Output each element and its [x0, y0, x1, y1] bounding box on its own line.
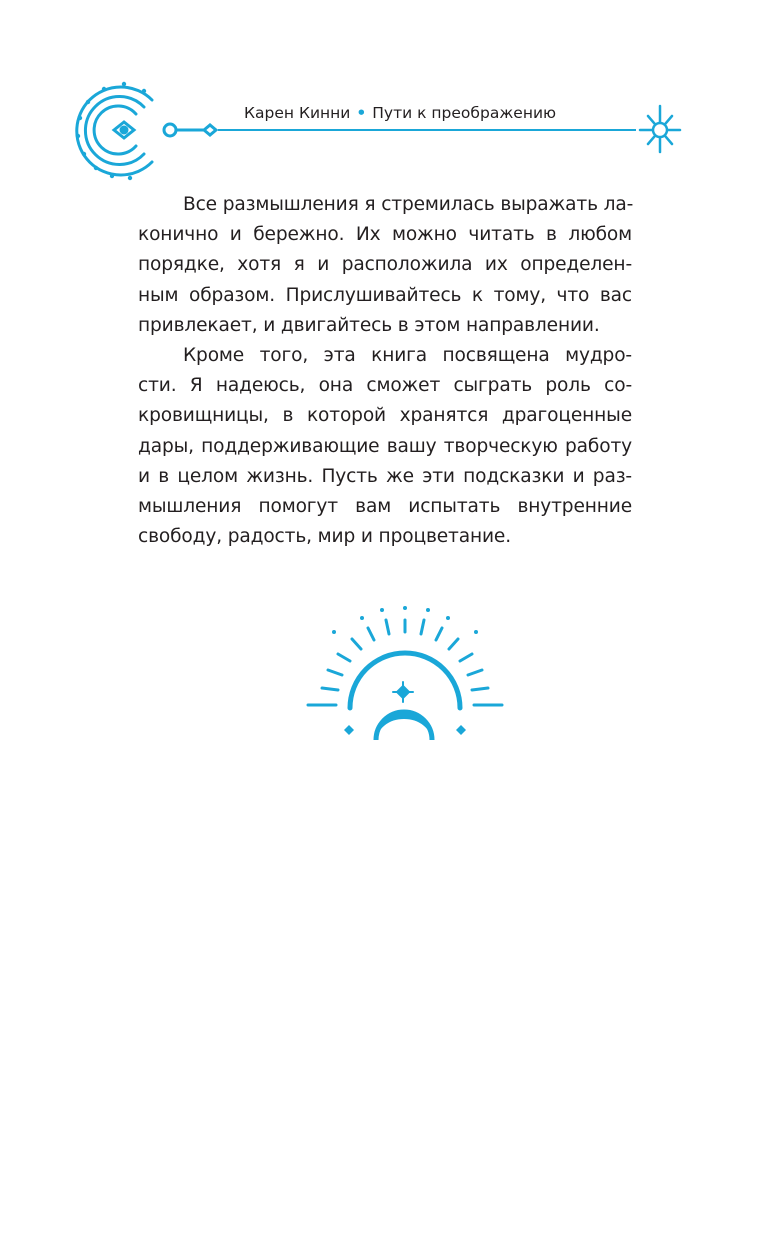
text-line: Кроме того, эта книга посвящена мудро- — [183, 344, 632, 366]
text-line: Все размышления я стремилась выражать ла- — [183, 194, 634, 215]
text-line: свободу, радость, мир и процветание. — [138, 526, 511, 548]
text-line: мышления помогут вам испытать внутренние — [138, 495, 632, 517]
body-text — [138, 190, 632, 552]
running-head-title: Пути к преображению — [372, 104, 557, 122]
text-line: ным образом. Прислушивайтесь к тому, что вас — [138, 284, 632, 306]
running-head-separator: • — [356, 104, 367, 122]
paragraph-1 — [138, 190, 632, 341]
text-line: сти. Я надеюсь, она сможет сыграть роль со- — [138, 375, 632, 397]
text-line: порядке, хотя я и расположила их определен- — [138, 254, 632, 276]
text-line: кровищницы, в которой хранятся драгоценные — [138, 405, 632, 427]
header-ornament — [0, 0, 768, 200]
text-line: и в целом жизнь. Пусть же эти подсказки и раз- — [138, 465, 632, 487]
text-line: дары, поддерживающие вашу творческую работу — [138, 435, 632, 457]
sparkle-star-icon — [640, 106, 680, 152]
text-line: конично и бережно. Их можно читать в любом — [138, 224, 632, 246]
running-head-author: Карен Кинни — [244, 104, 351, 122]
text-line: привлекает, и двигайтесь в этом направлении. — [138, 314, 600, 336]
moon-sun-ornament-icon — [77, 87, 216, 175]
paragraph-2 — [138, 341, 632, 552]
sunrise-moon-ornament-icon — [300, 590, 510, 760]
running-head — [244, 104, 556, 122]
